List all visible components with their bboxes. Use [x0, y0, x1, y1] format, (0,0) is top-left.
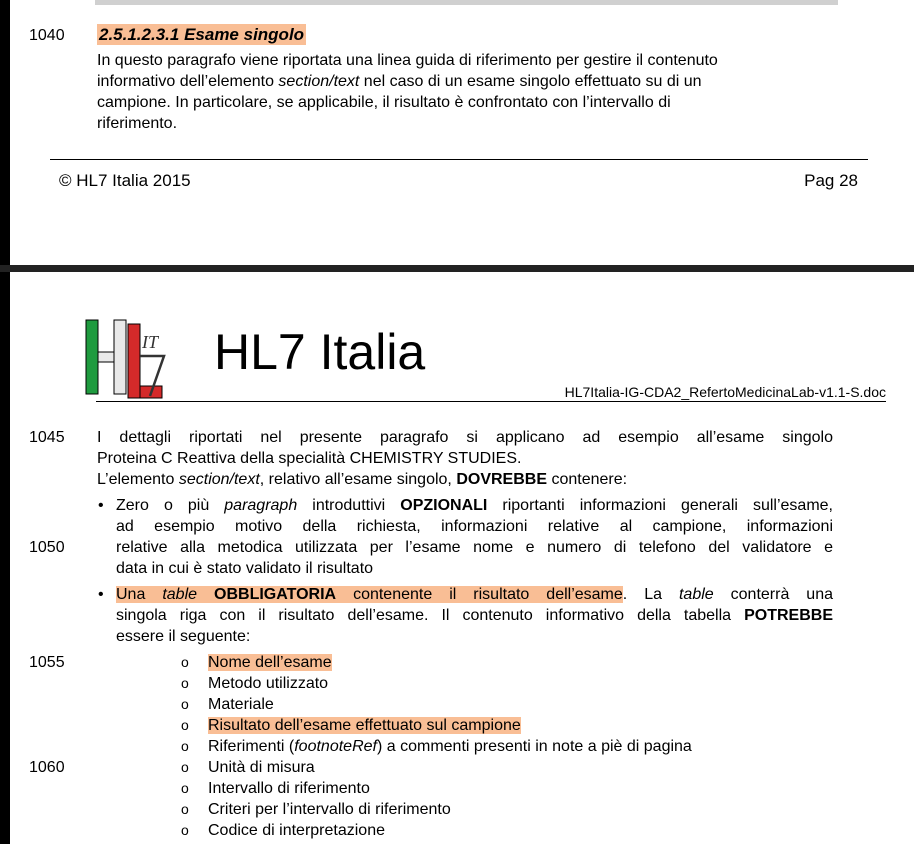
paragraph-line: In questo paragrafo viene riportata una linea guida di riferimento per gestire il contenuto [97, 52, 718, 69]
sub-bullet-icon: o [181, 801, 189, 817]
sub-bullet-icon: o [181, 675, 189, 691]
paragraph-line: I dettagli riportati nel presente paragrafo si applicano ad esempio all’esame singolo [97, 429, 833, 446]
brand-title: HL7 Italia [214, 324, 426, 380]
paragraph-line: L’elemento section/text, relativo all’esame singolo, DOVREBBE contenere: [97, 471, 628, 488]
paragraph-line: relative alla metodica utilizzata per l’esame nome e numero di telefono del validatore e [116, 539, 833, 556]
paragraph-line: Proteina C Reattiva della specialità CHEMISTRY STUDIES. [97, 450, 522, 467]
sub-list-item: Criteri per l’intervallo di riferimento [208, 801, 451, 818]
sub-bullet-icon: o [181, 717, 189, 733]
bullet-dot: • [98, 586, 104, 603]
paragraph-line: informativo dell’elemento section/text nel caso di un esame singolo effettuato su di un [97, 73, 702, 90]
next-page [0, 272, 914, 844]
sub-bullet-icon: o [181, 654, 189, 670]
page-left-edge [0, 272, 10, 844]
previous-page-bottom [0, 0, 914, 265]
sub-list-item: Intervallo di riferimento [208, 780, 370, 797]
paragraph-line: riferimento. [97, 115, 178, 132]
paragraph-line: Zero o più paragraph introduttivi OPZIONALI riportanti informazioni generali sull’esame, [116, 497, 834, 514]
paragraph-line: essere il seguente: [116, 628, 251, 645]
paragraph-line: singola riga con il risultato dell’esame. Il contenuto informativo della tabella POTREBBE [116, 607, 833, 624]
page-left-edge [0, 0, 10, 265]
sub-list-item: Unità di misura [208, 759, 315, 776]
page-separator [0, 265, 914, 272]
paragraph-line: ad esempio motivo della richiesta, informazioni relative al campione, informazioni [116, 518, 833, 535]
hl7-logo [84, 316, 170, 400]
intro-paragraph [97, 427, 833, 490]
footer-page-number: Pag 28 [804, 171, 858, 190]
footer-copyright: © HL7 Italia 2015 [59, 171, 191, 190]
section-heading: 2.5.1.2.3.1 Esame singolo [99, 25, 305, 44]
sub-bullet-icon: o [181, 759, 189, 775]
sub-bullet-icon: o [181, 780, 189, 796]
sub-list-item: Riferimenti (footnoteRef) a commenti presenti in note a piè di pagina [208, 738, 692, 755]
bullet-dot: • [98, 497, 104, 514]
document-name: HL7Italia-IG-CDA2_RefertoMedicinaLab-v1.1-S.doc [564, 384, 886, 400]
line-number: 1045 [29, 429, 65, 446]
line-number: 1050 [29, 539, 65, 556]
sub-list-item: Metodo utilizzato [208, 675, 329, 692]
sub-bullet-icon: o [181, 822, 189, 838]
sub-list-item: Materiale [208, 696, 274, 713]
sub-bullet-icon: o [181, 696, 189, 712]
sub-list-item: Codice di interpretazione [208, 822, 385, 839]
svg-text:IT: IT [142, 332, 159, 352]
bullet-item [116, 495, 833, 579]
sub-bullet-icon: o [181, 738, 189, 754]
sub-list-item: Nome dell’esame [208, 654, 332, 671]
footer-rule [50, 159, 868, 160]
paragraph-line: campione. In particolare, se applicabile, il risultato è confrontato con l’intervallo di [97, 94, 671, 111]
section-paragraph [97, 50, 833, 134]
header-rule [96, 401, 886, 402]
sub-list-item: Risultato dell’esame effettuato sul campione [208, 717, 521, 734]
paragraph-line: Una table OBBLIGATORIA contenente il risultato dell’esame. La table conterrà una [116, 586, 834, 603]
line-number: 1060 [29, 759, 65, 776]
line-number: 1040 [29, 27, 65, 44]
bullet-item [116, 584, 833, 647]
line-number: 1055 [29, 654, 65, 671]
page-top-strip [95, 0, 838, 5]
paragraph-line: data in cui è stato validato il risultato [116, 560, 374, 577]
